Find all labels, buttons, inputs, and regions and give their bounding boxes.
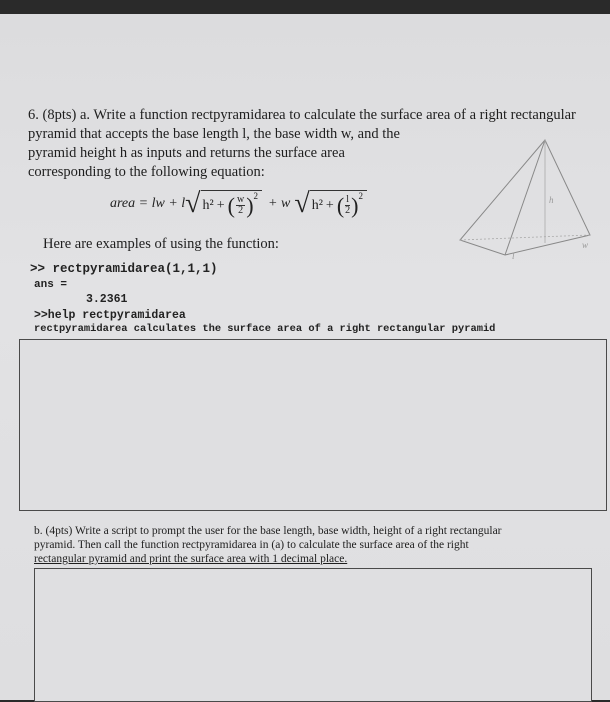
w-over-2 bbox=[236, 195, 245, 216]
sqrt-term-2 bbox=[294, 190, 367, 219]
formula-lhs: area = lw + l bbox=[110, 196, 186, 211]
code-help-output: rectpyramidarea calculates the surface area of a right rectangular pyramid bbox=[34, 323, 496, 335]
plus-sign: + bbox=[216, 197, 225, 213]
code-ans-line: ans = bbox=[34, 279, 68, 291]
exponent: 2 bbox=[358, 190, 363, 201]
width-label: w bbox=[582, 240, 589, 250]
denominator-2: 2 bbox=[345, 205, 351, 216]
denominator-2: 2 bbox=[238, 205, 244, 216]
length-label: l bbox=[512, 251, 515, 261]
sqrt-term-1 bbox=[185, 190, 262, 219]
code-help-line: >>help rectpyramidarea bbox=[34, 309, 186, 322]
examples-label: Here are examples of using the function: bbox=[43, 236, 279, 252]
exponent: 2 bbox=[253, 190, 259, 201]
part-b-line-1: b. (4pts) Write a script to prompt the user for the base length, base width, height of a right rectangular bbox=[34, 525, 502, 537]
formula-mid: + w bbox=[268, 196, 291, 211]
close-paren: ) bbox=[351, 192, 359, 218]
code-value-line: 3.2361 bbox=[86, 293, 128, 306]
close-paren: ) bbox=[246, 192, 254, 218]
h-squared: h² bbox=[202, 197, 214, 213]
numerator-w: w bbox=[236, 194, 245, 205]
height-label: h bbox=[549, 195, 554, 205]
plus-sign: + bbox=[325, 197, 334, 213]
surface-area-formula bbox=[110, 184, 367, 224]
radicand-2 bbox=[310, 190, 367, 219]
open-paren: ( bbox=[227, 192, 235, 218]
open-paren: ( bbox=[336, 192, 345, 218]
part-b-text bbox=[34, 524, 590, 566]
part-b-line-2: pyramid. Then call the function rectpyramidarea in (a) to calculate the surface area of the right bbox=[34, 539, 469, 551]
q6-line-1: 6. (8pts) a. Write a function rectpyramidarea to calculate the surface area of a right rectangular bbox=[28, 107, 576, 123]
numerator-l: l bbox=[346, 194, 350, 205]
answer-box-b[interactable] bbox=[34, 568, 592, 702]
q6-line-4: corresponding to the following equation: bbox=[28, 164, 265, 180]
answer-box-a[interactable] bbox=[19, 339, 607, 511]
l-over-2 bbox=[345, 195, 350, 216]
h-squared: h² bbox=[311, 197, 323, 213]
pyramid-diagram bbox=[450, 135, 600, 265]
part-b-line-3: rectangular pyramid and print the surface area with 1 decimal place. bbox=[34, 553, 348, 565]
radical-sign: √ bbox=[294, 188, 310, 219]
radicand-1 bbox=[201, 190, 263, 219]
radical-sign: √ bbox=[185, 188, 201, 219]
q6-line-3: pyramid height h as inputs and returns the surface area bbox=[28, 145, 345, 161]
q6-line-2: pyramid that accepts the base length l, the base width w, and the bbox=[28, 126, 400, 142]
code-call-line: >> rectpyramidarea(1,1,1) bbox=[30, 262, 218, 276]
